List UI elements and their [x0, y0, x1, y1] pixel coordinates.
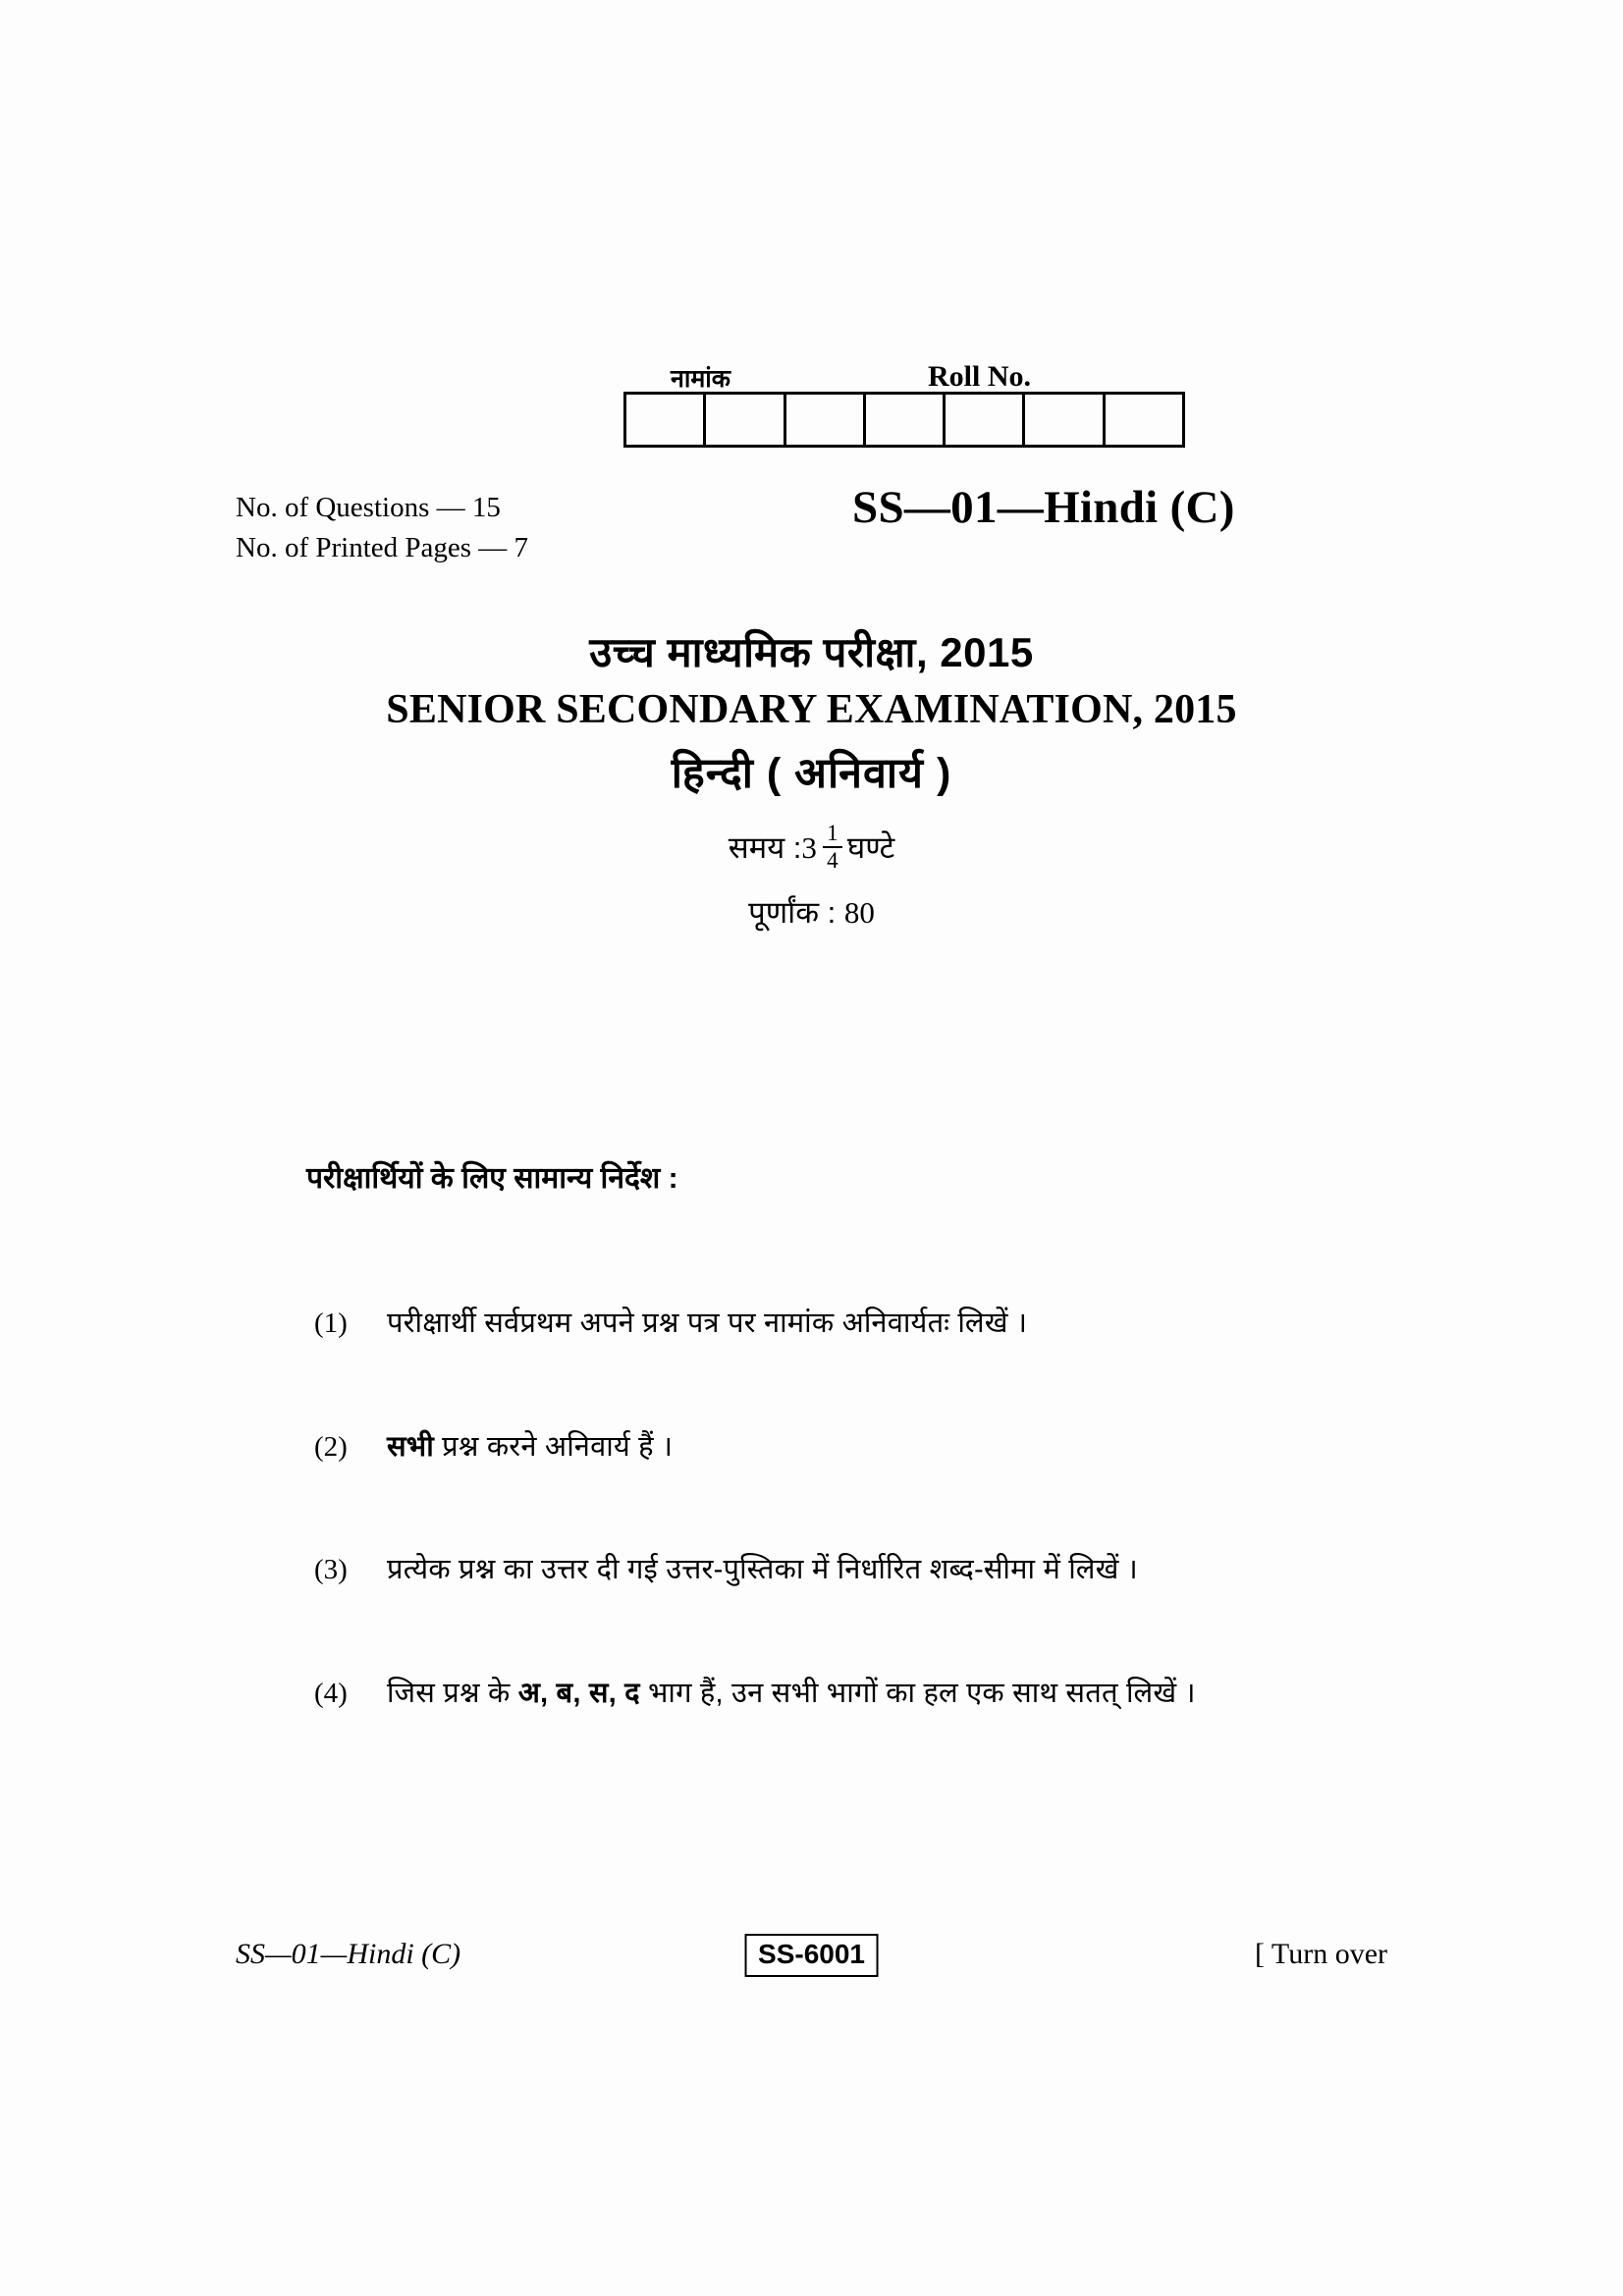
footer-paper-code: SS—01—Hindi (C) — [236, 1938, 461, 1970]
instruction-text — [387, 1552, 1138, 1589]
time-unit: घण्टे — [846, 830, 895, 866]
time-label: समय : — [728, 830, 802, 866]
footer-paper-serial: SS-6001 — [744, 1934, 879, 1977]
marks-label: पूर्णांक : — [748, 894, 844, 930]
exam-title-english: SENIOR SECONDARY EXAMINATION, 2015 — [386, 686, 1237, 732]
roll-number-block — [623, 348, 1185, 448]
instruction-item — [314, 1552, 1394, 1589]
time-allowed-line — [0, 820, 1623, 874]
roll-number-cell[interactable] — [866, 395, 946, 445]
instruction-number: (1) — [314, 1308, 348, 1339]
roll-no-label: Roll No. — [928, 360, 1031, 393]
instruction-text — [387, 1676, 1196, 1713]
roll-number-cell[interactable] — [626, 395, 706, 445]
roll-number-cell[interactable] — [786, 395, 866, 445]
instruction-text-before: परीक्षार्थी सर्वप्रथम अपने प्रश्न पत्र पर नामांक अनिवार्यतः लिखें । — [387, 1308, 1028, 1339]
instruction-item — [314, 1306, 1394, 1343]
instruction-text-before: जिस प्रश्न के — [387, 1678, 518, 1710]
instruction-text-before: प्रत्येक प्रश्न का उत्तर दी गई उत्तर-पुस्तिका में निर्धारित शब्द-सीमा में लिखें । — [387, 1554, 1138, 1586]
roll-number-cell[interactable] — [946, 395, 1025, 445]
instruction-number: (3) — [314, 1554, 348, 1586]
fraction-denominator: 4 — [827, 847, 839, 873]
instruction-item — [314, 1676, 1394, 1713]
instruction-text-after: भाग हैं, उन सभी भागों का हल एक साथ सतत् लिखें । — [639, 1678, 1196, 1710]
roll-number-cell[interactable] — [1025, 395, 1105, 445]
title-block — [0, 628, 1623, 928]
instructions-heading: परीक्षार्थियों के लिए सामान्य निर्देश : — [306, 1162, 678, 1195]
fraction-numerator: 1 — [827, 820, 839, 845]
time-fraction — [823, 822, 842, 873]
roll-number-cell[interactable] — [1106, 395, 1185, 445]
no-of-printed-pages-line: No. of Printed Pages — 7 — [236, 532, 529, 564]
paper-code: SS—01—Hindi (C) — [852, 482, 1235, 533]
instruction-text — [387, 1306, 1027, 1343]
instruction-text-after: प्रश्न करने अनिवार्य हैं । — [433, 1430, 674, 1463]
roll-number-labels — [623, 348, 1185, 392]
paper-meta-info — [236, 488, 528, 568]
roll-number-grid[interactable] — [623, 392, 1185, 448]
instruction-item — [314, 1429, 1394, 1467]
instructions-list — [314, 1306, 1394, 1799]
marks-value: 80 — [843, 894, 875, 930]
maximum-marks-line — [0, 894, 1623, 930]
roll-number-cell[interactable] — [706, 395, 785, 445]
instruction-number: (2) — [314, 1430, 348, 1463]
time-whole-number: 3 — [801, 830, 817, 866]
no-of-questions-line: No. of Questions — 15 — [236, 492, 501, 523]
footer-turn-over: [ Turn over — [1254, 1938, 1387, 1970]
subject-title: हिन्दी ( अनिवार्य ) — [671, 750, 952, 798]
instruction-text-bold: सभी — [387, 1430, 434, 1463]
instruction-text — [387, 1429, 673, 1467]
instruction-text-bold: अ, ब, स, द — [517, 1678, 640, 1710]
page-footer — [236, 1934, 1387, 1977]
exam-title-hindi: उच्च माध्यमिक परीक्षा, 2015 — [589, 629, 1034, 675]
naamank-label: नामांक — [671, 365, 730, 393]
instruction-number: (4) — [314, 1678, 348, 1710]
